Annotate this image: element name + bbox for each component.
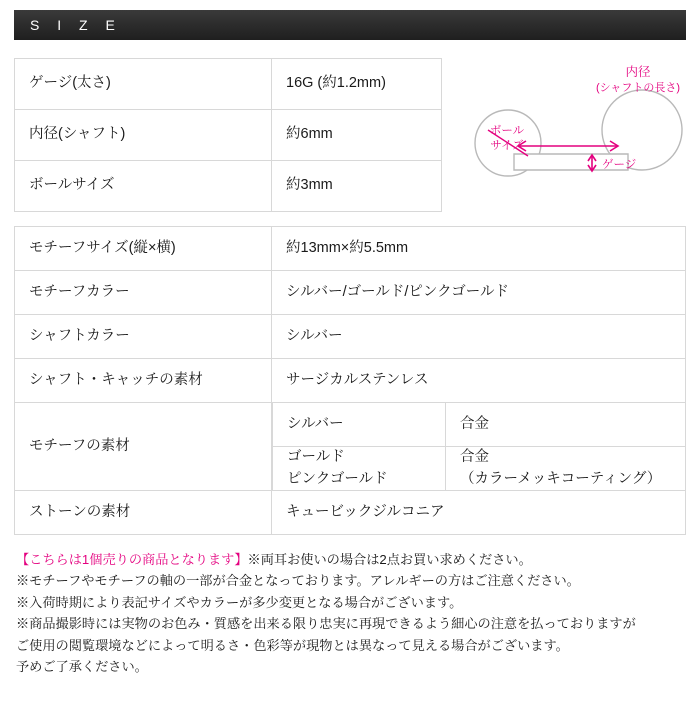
row-label-motif-material: モチーフの素材	[15, 403, 272, 491]
spec-table-main-wrap	[14, 226, 686, 535]
material-gold-label-line2: ピンクゴールド	[287, 470, 388, 487]
row-value-inner-diameter: 約6mm	[272, 110, 442, 161]
table-row	[15, 227, 686, 271]
note-line-3: ※入荷時期により表記サイズやカラーが多少変更となる場合がございます。	[16, 594, 463, 610]
table-row	[15, 315, 686, 359]
material-gold-value	[446, 447, 686, 491]
note-highlight: 【こちらは1個売りの商品となります】	[16, 552, 248, 567]
row-value-stone-material: キュービックジルコニア	[272, 491, 686, 535]
size-spec-page	[0, 10, 700, 710]
spec-table-main	[14, 226, 686, 535]
table-row-motif-material	[15, 403, 686, 491]
note-line-1	[16, 549, 684, 570]
row-label-shaft-material: シャフト・キャッチの素材	[15, 359, 272, 403]
row-value-gauge: 16G (約1.2mm)	[272, 59, 442, 110]
row-value-motif-size: 約13mm×約5.5mm	[272, 227, 686, 271]
size-diagram	[452, 58, 696, 208]
note-line-6: 予めご了承ください。	[16, 658, 148, 674]
note-line-2: ※モチーフやモチーフの軸の一部が合金となっております。アレルギーの方はご注意ください。	[16, 573, 580, 589]
row-label-motif-size: モチーフサイズ(縦×横)	[15, 227, 272, 271]
material-silver-label: シルバー	[273, 403, 446, 447]
row-value-motif-material	[272, 403, 686, 491]
table-row	[15, 110, 442, 161]
table-gap	[0, 212, 700, 226]
row-label-inner-diameter: 内径(シャフト)	[15, 110, 272, 161]
size-diagram-svg	[452, 58, 696, 210]
label-ball-size-line2: サイズ	[490, 140, 524, 152]
row-value-shaft-color: シルバー	[272, 315, 686, 359]
table-row	[273, 403, 686, 447]
row-label-shaft-color: シャフトカラー	[15, 315, 272, 359]
table-row	[15, 491, 686, 535]
label-inner-diameter-line2: (シャフトの長さ)	[595, 82, 681, 94]
material-gold-label	[273, 447, 446, 491]
table-row	[15, 161, 442, 212]
table-row	[15, 59, 442, 110]
spec-table-top	[14, 58, 442, 212]
material-silver-value: 合金	[446, 403, 686, 447]
row-value-motif-color: シルバー/ゴールド/ピンクゴールド	[272, 271, 686, 315]
note-line-5: ご使用の閲覧環境などによって明るさ・色彩等が現物とは異なって見える場合がございます。	[16, 637, 569, 653]
row-label-stone-material: ストーンの素材	[15, 491, 272, 535]
table-row	[15, 271, 686, 315]
notes-section	[16, 549, 684, 677]
row-label-ball-size: ボールサイズ	[15, 161, 272, 212]
row-value-shaft-material: サージカルステンレス	[272, 359, 686, 403]
material-gold-label-line1: ゴールド	[287, 449, 345, 466]
label-inner-diameter-line1: 内径	[625, 65, 651, 79]
top-area	[14, 58, 686, 212]
material-gold-value-line2: （カラーメッキコーティング）	[460, 470, 662, 487]
table-row	[15, 359, 686, 403]
motif-material-inner-table	[272, 403, 685, 490]
row-label-motif-color: モチーフカラー	[15, 271, 272, 315]
note-line-4: ※商品撮影時には実物のお色み・質感を出来る限り忠実に再現できるよう細心の注意を払っておりますが	[16, 616, 636, 632]
row-label-gauge: ゲージ(太さ)	[15, 59, 272, 110]
label-gauge: ゲージ	[602, 159, 637, 171]
table-row	[273, 447, 686, 491]
material-gold-value-line1: 合金	[460, 449, 489, 466]
label-ball-size-line1: ボール	[489, 125, 525, 137]
section-header	[14, 10, 686, 40]
row-value-ball-size: 約3mm	[272, 161, 442, 212]
spec-table-top-wrap	[14, 58, 442, 212]
note-line-1-rest: ※両耳お使いの場合は2点お買い求めください。	[247, 552, 532, 567]
page-title: S I Z E	[30, 17, 122, 33]
